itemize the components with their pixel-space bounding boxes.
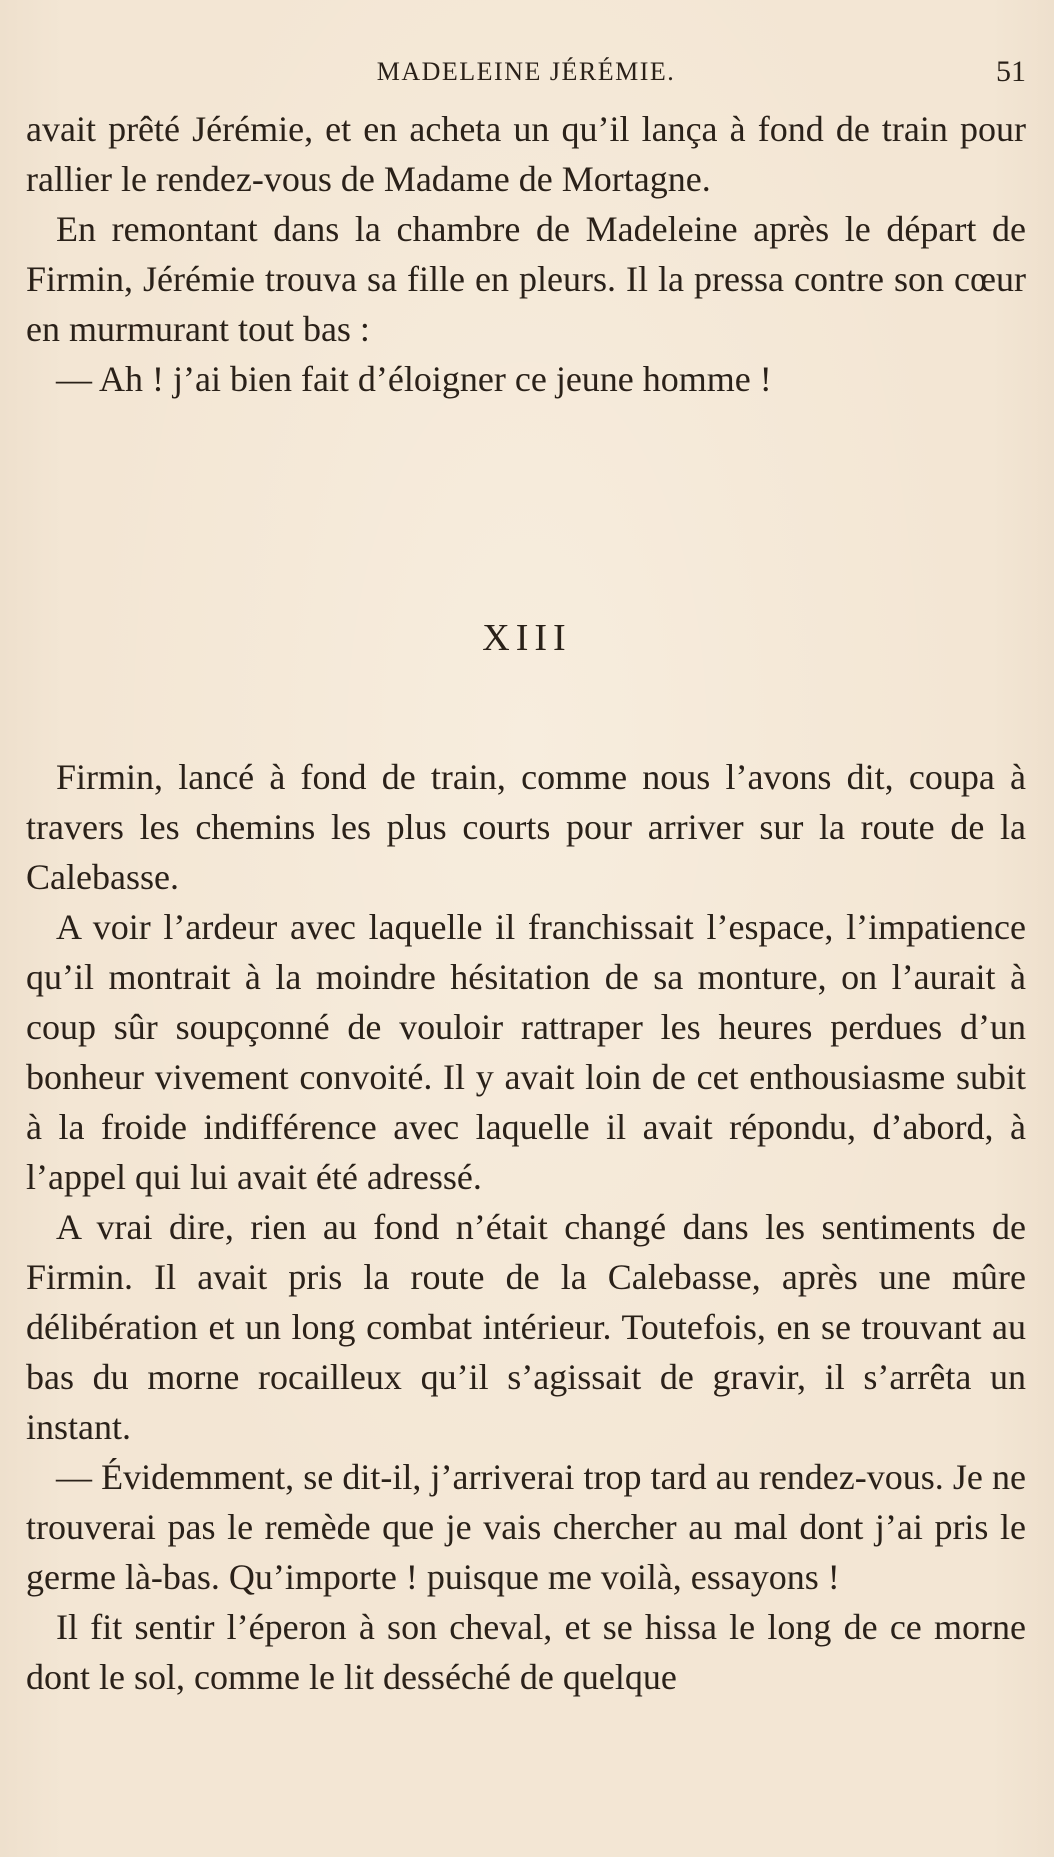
paragraph: avait prêté Jérémie, et en acheta un qu’il lança à fond de train pour rallier le rendez-vous de Madame de Mortagne. bbox=[26, 109, 1026, 199]
paragraph: — Ah ! j’ai bien fait d’éloigner ce jeune homme ! bbox=[56, 359, 772, 399]
paragraph: Firmin, lancé à fond de train, comme nous l’avons dit, coupa à travers les chemins les plus courts pour arriver sur la route de la Calebasse. bbox=[26, 757, 1026, 897]
running-title: MADELEINE JÉRÉMIE. bbox=[376, 57, 676, 86]
paragraph: A voir l’ardeur avec laquelle il franchissait l’espace, l’impatience qu’il montrait à la moindre hésitation de sa monture, on l’aurait à coup sûr soupçonné de vouloir rattraper les heures perdues d’un bonheur vivement convoité. Il y avait loin de cet enthousiasme subit à la froide indifférence avec laquelle il avait répondu, d’abord, à l’appel qui lui avait été adressé. bbox=[26, 907, 1026, 1197]
paragraph: A vrai dire, rien au fond n’était changé dans les sentiments de Firmin. Il avait pris la route de la Calebasse, après une mûre délibération et un long combat intérieur. Toutefois, en se trouvant au bas du morne rocailleux qu’il s’agissait de gravir, il s’arrêta un instant. bbox=[26, 1207, 1026, 1447]
paragraph: En remontant dans la chambre de Madeleine après le départ de Firmin, Jérémie trouva sa fille en pleurs. Il la pressa contre son cœur en murmurant tout bas : bbox=[26, 209, 1026, 349]
chapter-heading: XIII bbox=[482, 617, 572, 659]
paragraph: — Évidemment, se dit-il, j’arriverai trop tard au rendez-vous. Je ne trouverai pas le remède que je vais chercher au mal dont j’ai pris le germe là-bas. Qu’importe ! puisque me voilà, essayons ! bbox=[26, 1457, 1026, 1597]
running-head bbox=[26, 52, 1026, 92]
text-section-main bbox=[26, 752, 1026, 1702]
page-number: 51 bbox=[996, 55, 1026, 88]
text-section-top bbox=[26, 104, 1026, 404]
paragraph: Il fit sentir l’éperon à son cheval, et se hissa le long de ce morne dont le sol, comme le lit desséché de quelque bbox=[26, 1607, 1026, 1697]
